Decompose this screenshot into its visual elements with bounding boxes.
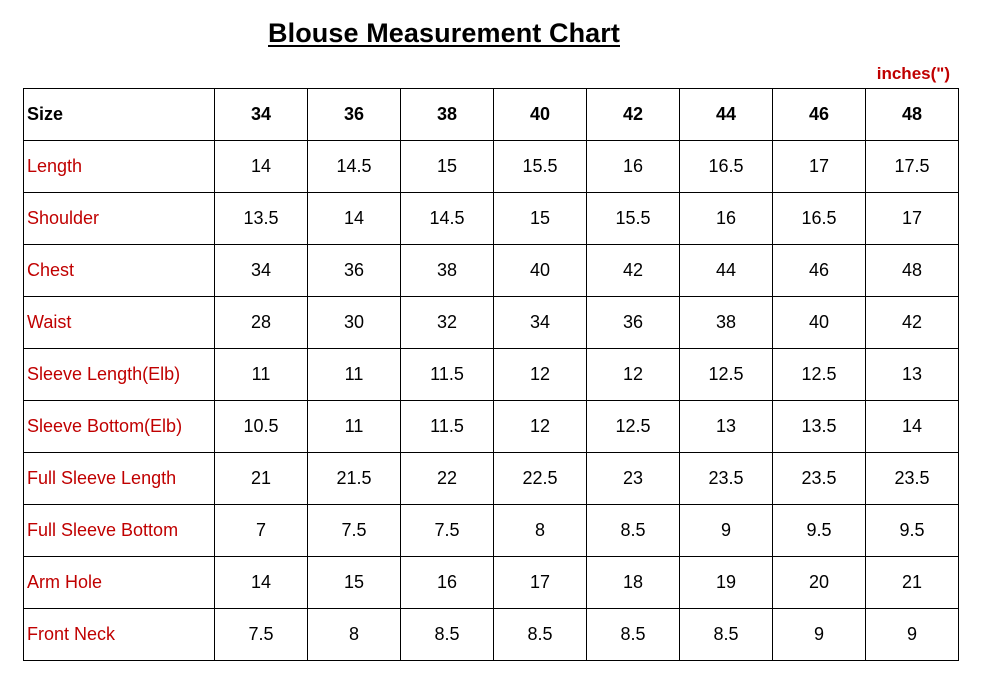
table-cell: 7.5 <box>215 609 308 661</box>
page-title: Blouse Measurement Chart <box>268 18 620 48</box>
size-column-header: 38 <box>401 89 494 141</box>
table-cell: 8.5 <box>680 609 773 661</box>
table-cell: 42 <box>587 245 680 297</box>
measurement-table <box>23 88 959 661</box>
table-cell: 36 <box>587 297 680 349</box>
row-label: Chest <box>24 245 215 297</box>
table-cell: 14 <box>215 557 308 609</box>
table-row <box>24 557 959 609</box>
table-row <box>24 141 959 193</box>
table-body <box>24 141 959 661</box>
table-cell: 21.5 <box>308 453 401 505</box>
table-cell: 38 <box>680 297 773 349</box>
table-cell: 14 <box>866 401 959 453</box>
table-cell: 40 <box>494 245 587 297</box>
table-cell: 17 <box>773 141 866 193</box>
table-cell: 13 <box>680 401 773 453</box>
table-cell: 9.5 <box>866 505 959 557</box>
row-label: Arm Hole <box>24 557 215 609</box>
table-cell: 22.5 <box>494 453 587 505</box>
row-label: Full Sleeve Bottom <box>24 505 215 557</box>
table-cell: 16 <box>401 557 494 609</box>
table-cell: 8.5 <box>494 609 587 661</box>
table-cell: 12 <box>494 401 587 453</box>
table-cell: 21 <box>866 557 959 609</box>
table-cell: 23.5 <box>680 453 773 505</box>
row-label: Sleeve Length(Elb) <box>24 349 215 401</box>
table-row <box>24 609 959 661</box>
table-cell: 48 <box>866 245 959 297</box>
table-cell: 42 <box>866 297 959 349</box>
table-cell: 40 <box>773 297 866 349</box>
table-cell: 38 <box>401 245 494 297</box>
size-column-header: 44 <box>680 89 773 141</box>
table-cell: 15.5 <box>587 193 680 245</box>
table-cell: 12 <box>494 349 587 401</box>
table-cell: 11.5 <box>401 401 494 453</box>
table-cell: 16.5 <box>773 193 866 245</box>
table-row <box>24 453 959 505</box>
table-cell: 15 <box>494 193 587 245</box>
table-row <box>24 193 959 245</box>
table-cell: 20 <box>773 557 866 609</box>
table-cell: 11 <box>215 349 308 401</box>
table-cell: 9.5 <box>773 505 866 557</box>
table-cell: 13.5 <box>215 193 308 245</box>
table-cell: 15 <box>308 557 401 609</box>
table-cell: 17 <box>866 193 959 245</box>
row-label: Front Neck <box>24 609 215 661</box>
table-cell: 7.5 <box>308 505 401 557</box>
table-row <box>24 401 959 453</box>
table-cell: 12.5 <box>773 349 866 401</box>
table-cell: 44 <box>680 245 773 297</box>
table-row <box>24 505 959 557</box>
table-cell: 34 <box>494 297 587 349</box>
table-cell: 8.5 <box>587 609 680 661</box>
table-cell: 11 <box>308 401 401 453</box>
table-cell: 11 <box>308 349 401 401</box>
row-label: Full Sleeve Length <box>24 453 215 505</box>
table-cell: 32 <box>401 297 494 349</box>
table-cell: 9 <box>866 609 959 661</box>
table-cell: 14 <box>215 141 308 193</box>
table-cell: 7 <box>215 505 308 557</box>
table-cell: 13 <box>866 349 959 401</box>
table-cell: 10.5 <box>215 401 308 453</box>
size-column-header: 40 <box>494 89 587 141</box>
table-cell: 46 <box>773 245 866 297</box>
table-cell: 16 <box>587 141 680 193</box>
table-row <box>24 349 959 401</box>
table-cell: 8.5 <box>587 505 680 557</box>
table-cell: 30 <box>308 297 401 349</box>
table-cell: 8.5 <box>401 609 494 661</box>
table-cell: 13.5 <box>773 401 866 453</box>
table-cell: 19 <box>680 557 773 609</box>
table-cell: 34 <box>215 245 308 297</box>
table-cell: 9 <box>680 505 773 557</box>
table-cell: 14.5 <box>401 193 494 245</box>
size-column-header: 34 <box>215 89 308 141</box>
table-cell: 15 <box>401 141 494 193</box>
table-cell: 21 <box>215 453 308 505</box>
table-cell: 9 <box>773 609 866 661</box>
size-header: Size <box>24 89 215 141</box>
table-cell: 12.5 <box>587 401 680 453</box>
size-column-header: 36 <box>308 89 401 141</box>
table-cell: 8 <box>308 609 401 661</box>
table-cell: 11.5 <box>401 349 494 401</box>
table-row <box>24 297 959 349</box>
size-column-header: 48 <box>866 89 959 141</box>
table-row <box>24 245 959 297</box>
table-cell: 36 <box>308 245 401 297</box>
table-cell: 22 <box>401 453 494 505</box>
header-row <box>24 89 959 141</box>
table-cell: 17.5 <box>866 141 959 193</box>
table-cell: 16 <box>680 193 773 245</box>
size-column-header: 46 <box>773 89 866 141</box>
units-label: inches(") <box>876 64 950 83</box>
table-cell: 12.5 <box>680 349 773 401</box>
table-cell: 17 <box>494 557 587 609</box>
table-cell: 12 <box>587 349 680 401</box>
table-cell: 23.5 <box>866 453 959 505</box>
size-column-header: 42 <box>587 89 680 141</box>
table-cell: 14.5 <box>308 141 401 193</box>
row-label: Shoulder <box>24 193 215 245</box>
table-cell: 28 <box>215 297 308 349</box>
table-cell: 23.5 <box>773 453 866 505</box>
table-cell: 23 <box>587 453 680 505</box>
table-cell: 16.5 <box>680 141 773 193</box>
table-cell: 14 <box>308 193 401 245</box>
row-label: Length <box>24 141 215 193</box>
table-cell: 15.5 <box>494 141 587 193</box>
row-label: Waist <box>24 297 215 349</box>
table-cell: 8 <box>494 505 587 557</box>
table-cell: 7.5 <box>401 505 494 557</box>
row-label: Sleeve Bottom(Elb) <box>24 401 215 453</box>
table-cell: 18 <box>587 557 680 609</box>
